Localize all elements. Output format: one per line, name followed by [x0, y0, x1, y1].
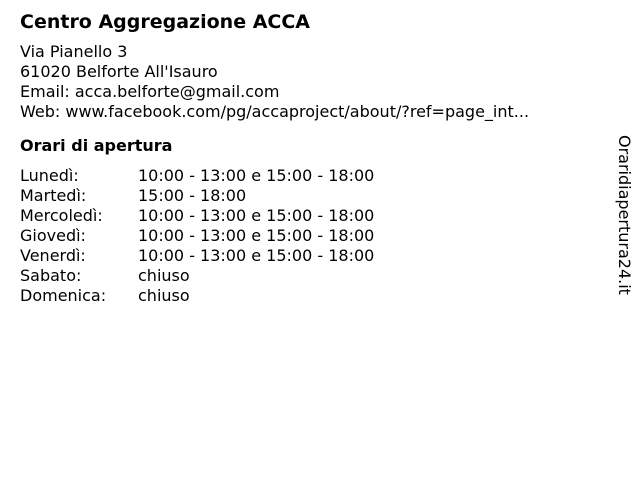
hours-day: Lunedì: — [20, 166, 79, 185]
email-link[interactable]: acca.belforte@gmail.com — [74, 82, 280, 101]
hours-value: 15:00 - 18:00 — [138, 186, 247, 205]
hours-row — [20, 166, 374, 186]
hours-day: Sabato: — [20, 266, 82, 285]
email-label: Email: — [20, 82, 70, 101]
hours-row — [20, 206, 374, 226]
hours-day: Mercoledì: — [20, 206, 103, 225]
site-watermark: Oraridiapertura24.it — [615, 135, 634, 295]
place-title: Centro Aggregazione ACCA — [20, 11, 311, 33]
hours-title: Orari di apertura — [20, 136, 173, 155]
street-address: Via Pianello 3 — [20, 42, 128, 61]
hours-row — [20, 226, 374, 246]
web-label: Web: — [20, 102, 61, 121]
hours-table — [20, 166, 374, 306]
hours-row — [20, 286, 374, 306]
hours-day: Venerdì: — [20, 246, 86, 265]
web-link[interactable]: www.facebook.com/pg/accaproject/about/?ref=page_int... — [65, 102, 530, 121]
place-card — [20, 10, 600, 306]
hours-value: 10:00 - 13:00 e 15:00 - 18:00 — [138, 206, 375, 225]
hours-value: chiuso — [138, 286, 190, 305]
hours-value: chiuso — [138, 266, 190, 285]
hours-row — [20, 246, 374, 266]
hours-day: Giovedì: — [20, 226, 86, 245]
hours-value: 10:00 - 13:00 e 15:00 - 18:00 — [138, 246, 375, 265]
hours-row — [20, 186, 374, 206]
city-address: 61020 Belforte All'Isauro — [20, 62, 218, 81]
email-row — [20, 82, 600, 102]
hours-day: Martedì: — [20, 186, 87, 205]
web-row — [20, 102, 600, 122]
hours-value: 10:00 - 13:00 e 15:00 - 18:00 — [138, 166, 375, 185]
hours-row — [20, 266, 374, 286]
hours-value: 10:00 - 13:00 e 15:00 - 18:00 — [138, 226, 375, 245]
hours-day: Domenica: — [20, 286, 107, 305]
